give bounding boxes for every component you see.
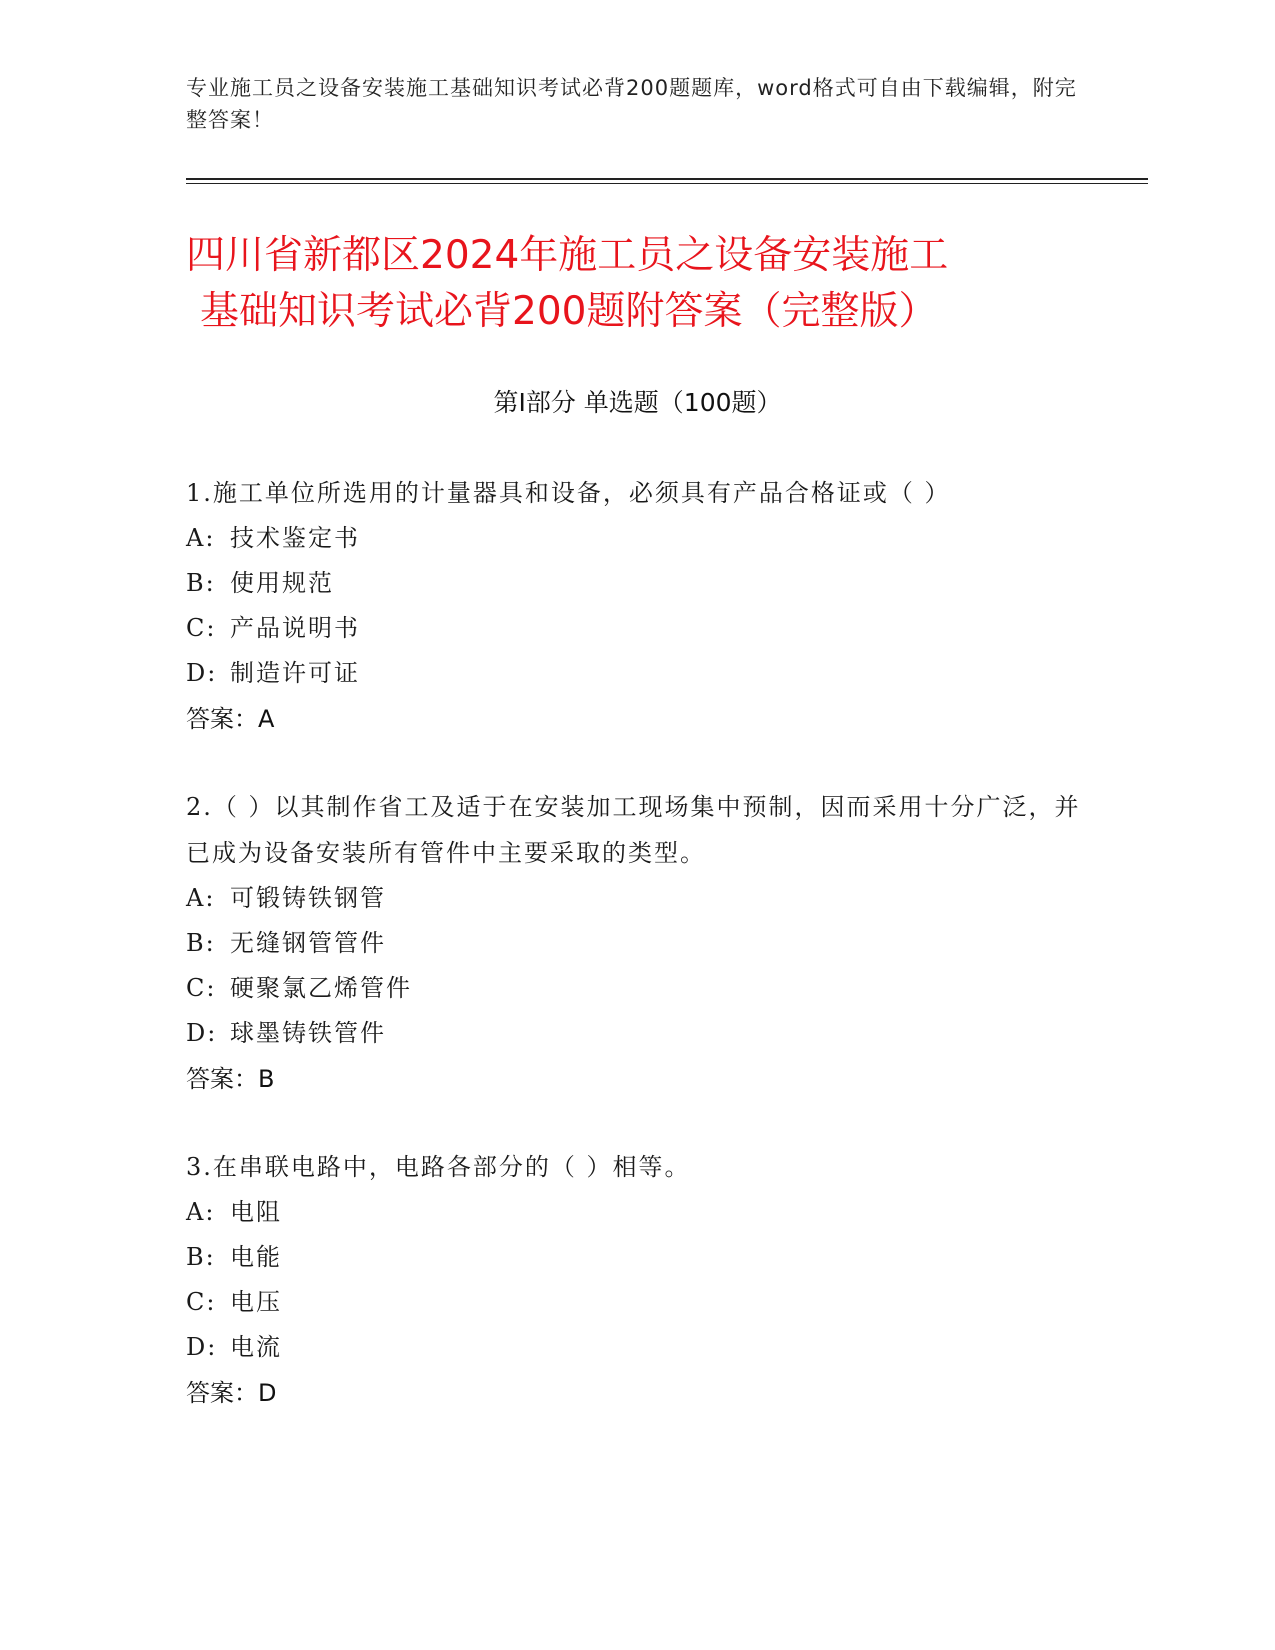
- option-b: [186, 921, 1086, 966]
- question-list: [186, 470, 1086, 1458]
- option-text: 球墨铸铁管件: [230, 1019, 386, 1047]
- option-d: [186, 1011, 1086, 1056]
- header-divider-thick: [186, 178, 1148, 180]
- option-key: C:: [186, 1288, 217, 1316]
- option-text: 电阻: [230, 1198, 282, 1226]
- option-text: 电压: [230, 1288, 282, 1316]
- question-1: [186, 470, 1086, 742]
- answer-line: 答案：A: [186, 705, 275, 733]
- option-key: C:: [186, 974, 217, 1002]
- option-c: [186, 606, 1086, 651]
- option-text: 电能: [230, 1243, 282, 1271]
- option-text: 硬聚氯乙烯管件: [230, 974, 412, 1002]
- option-text: 技术鉴定书: [230, 524, 360, 552]
- answer-line: 答案：B: [186, 1065, 275, 1093]
- option-a: [186, 516, 1086, 561]
- option-c: [186, 1280, 1086, 1325]
- option-key: B:: [186, 929, 216, 957]
- option-key: D:: [186, 1019, 218, 1047]
- option-text: 无缝钢管管件: [230, 929, 386, 957]
- section-heading: 第Ⅰ部分 单选题（100题）: [493, 388, 782, 417]
- option-key: A:: [186, 1198, 216, 1226]
- option-d: [186, 651, 1086, 696]
- question-3: [186, 1144, 1086, 1416]
- question-stem: 3.在串联电路中，电路各部分的（ ）相等。: [186, 1153, 691, 1181]
- option-a: [186, 876, 1086, 921]
- option-key: A:: [186, 884, 216, 912]
- answer-line: 答案：D: [186, 1379, 277, 1407]
- question-stem: 2.（ ）以其制作省工及适于在安装加工现场集中预制，因而采用十分广泛，并已成为设备安装所有管件中主要采取的类型。: [186, 793, 1081, 867]
- option-text: 制造许可证: [230, 659, 360, 687]
- option-key: D:: [186, 659, 218, 687]
- option-key: D:: [186, 1333, 218, 1361]
- option-key: C:: [186, 614, 217, 642]
- option-a: [186, 1190, 1086, 1235]
- option-b: [186, 1235, 1086, 1280]
- option-text: 电流: [230, 1333, 282, 1361]
- option-key: B:: [186, 1243, 216, 1271]
- document-title-line-1: 四川省新都区2024年施工员之设备安装施工: [186, 233, 949, 278]
- option-text: 产品说明书: [230, 614, 360, 642]
- option-text: 使用规范: [230, 569, 334, 597]
- header-note: 专业施工员之设备安装施工基础知识考试必背200题题库，word格式可自由下载编辑，附完整答案！: [186, 76, 1077, 132]
- document-title: [186, 228, 1106, 340]
- option-b: [186, 561, 1086, 606]
- option-d: [186, 1325, 1086, 1370]
- document-title-line-2: 基础知识考试必背200题附答案（完整版）: [200, 289, 938, 334]
- option-key: B:: [186, 569, 216, 597]
- option-key: A:: [186, 524, 216, 552]
- option-c: [186, 966, 1086, 1011]
- header-divider-thin: [186, 183, 1148, 184]
- option-text: 可锻铸铁钢管: [230, 884, 386, 912]
- question-2: [186, 784, 1086, 1102]
- question-stem: 1.施工单位所选用的计量器具和设备，必须具有产品合格证或（ ）: [186, 479, 951, 507]
